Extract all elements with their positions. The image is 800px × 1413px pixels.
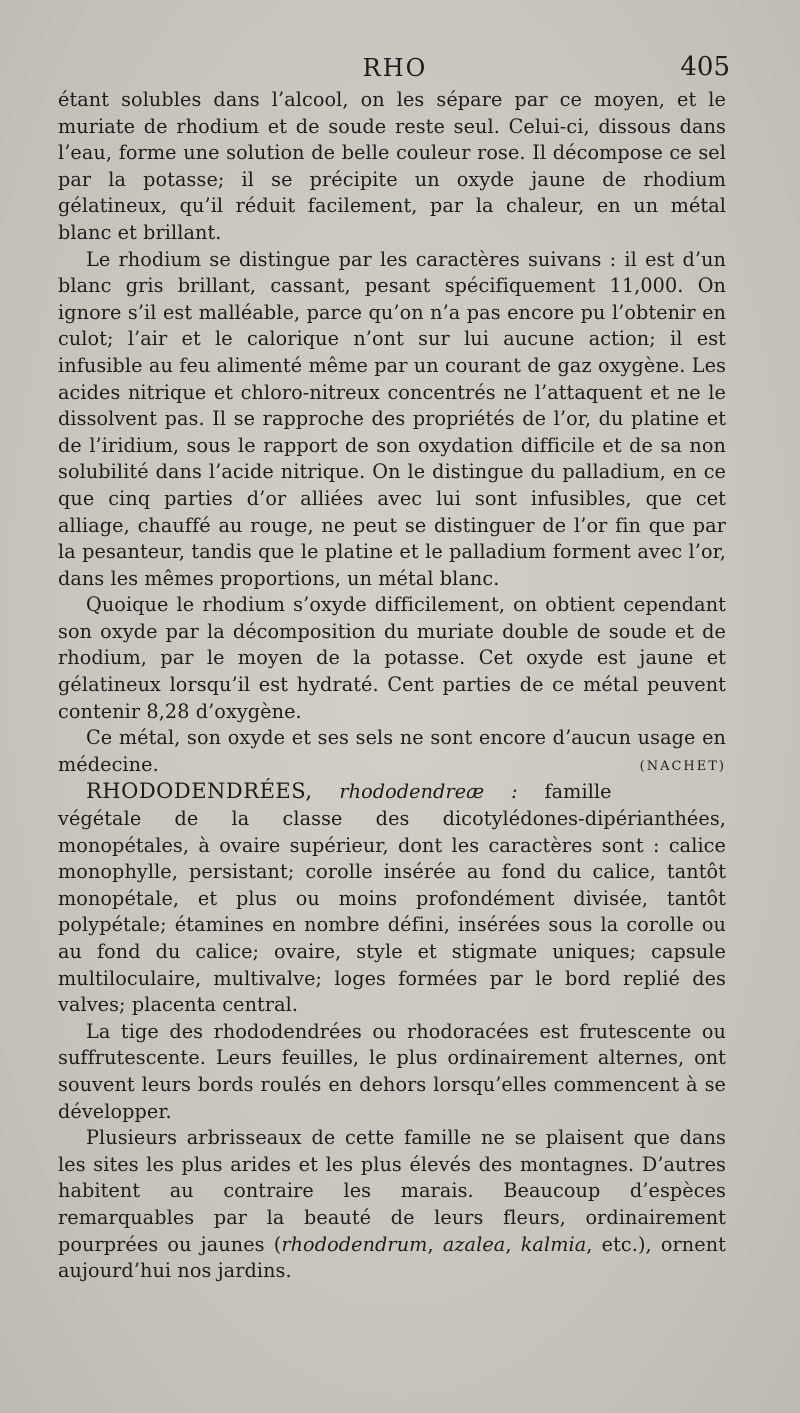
author-signature: (NACHET) bbox=[639, 758, 726, 774]
paragraph-habitat bbox=[58, 1125, 726, 1285]
running-title: RHO bbox=[362, 54, 428, 82]
medical-use-text: Ce métal, son oxyde et ses sels ne sont encore d’aucun usage en médecine. bbox=[58, 726, 726, 776]
paragraph-rhodium-oxide: Quoique le rhodium s’oxyde difficilement, on obtient cependant son oxyde par la décomposition du muriate double de soude et de rhodium, par le moyen de la potasse. Cet oxyde est jaune et gélatineux lorsqu’il est hydraté. Cent parties de ce métal peuvent contenir 8,28 d’oxygène. bbox=[58, 593, 726, 723]
entry-term: RHODODENDRÉES, bbox=[86, 779, 313, 804]
entry-latin-name: rhododendreæ : bbox=[339, 780, 518, 804]
separator: , bbox=[505, 1232, 521, 1256]
genus-rhododendrum: rhododendrum bbox=[281, 1232, 428, 1256]
running-header bbox=[60, 52, 730, 86]
page-body bbox=[58, 87, 726, 1285]
paragraph-medical-use bbox=[58, 725, 726, 778]
genus-azalea: azalea bbox=[442, 1232, 506, 1256]
habitat-text: Plusieurs arbrisseaux de cette famille ne se plaisent que dans les sites les plus arides et les plus élevés des montagnes. D’autres habitent au contraire les marais. Beaucoup d’espèces remarquables par la beauté de leurs fleurs, ordinairement pourprées ou jaunes ( bbox=[58, 1126, 726, 1256]
genus-kalmia: kalmia bbox=[520, 1232, 587, 1256]
paragraph-stem-leaves: La tige des rhododendrées ou rhodoracées est frutescente ou suffrutescente. Leurs feuilles, le plus ordinairement alternes, ont souvent leurs bords roulés en dehors lorsqu’elles commencent à se développer. bbox=[58, 1019, 726, 1123]
separator: , bbox=[427, 1232, 443, 1256]
entry-rhododendrees bbox=[58, 778, 726, 1018]
page-number: 405 bbox=[680, 52, 730, 82]
paragraph-rhodium-properties: Le rhodium se distingue par les caractères suivans : il est d’un blanc gris brillant, cassant, pesant spécifiquement 11,000. On ignore s’il est malléable, parce qu’on n’a pas encore pu l’obtenir en culot; l’air et le calorique n’ont sur lui aucune action; il est infusible au feu alimenté même par un courant de gaz oxygène. Les acides nitrique et chloro-nitreux concentrés ne l’attaquent et ne le dissolvent pas. Il se rapproche des propriétés de l’or, du platine et de l’iridium, sous le rapport de son oxydation difficile et de sa non solubilité dans l’acide nitrique. On le distingue du palladium, en ce que cinq parties d’or alliées avec lui sont infusibles, que cet alliage, chauffé au rouge, ne peut se distinguer de l’or fin que par la pesanteur, tandis que le platine et le palladium forment avec l’or, dans les mêmes proportions, un métal blanc. bbox=[58, 247, 726, 590]
paragraph-continued: étant solubles dans l’alcool, on les sépare par ce moyen, et le muriate de rhodium et de soude reste seul. Celui-ci, dissous dans l’eau, forme une solution de belle couleur rose. Il décompose ce sel par la potasse; il se précipite un oxyde jaune de rhodium gélatineux, qu’il réduit facilement, par la chaleur, en un métal blanc et brillant. bbox=[58, 88, 726, 244]
habitat-text-end: , etc.), ornent aujourd’hui nos jardins. bbox=[58, 1232, 726, 1283]
entry-definition: famille végétale de la classe des dicotylédones-dipérianthées, monopétales, à ovaire supérieur, dont les caractères sont : calice monophylle, persistant; corolle insérée au fond du calice, tantôt monopétale, et plus ou moins profondément divisée, tantôt polypétale; étamines en nombre défini, insérées sous la corolle ou au fond du calice; ovaire, style et stigmate uniques; capsule multiloculaire, multivalve; loges formées par le bord replié des valves; placenta central. bbox=[58, 780, 726, 1017]
